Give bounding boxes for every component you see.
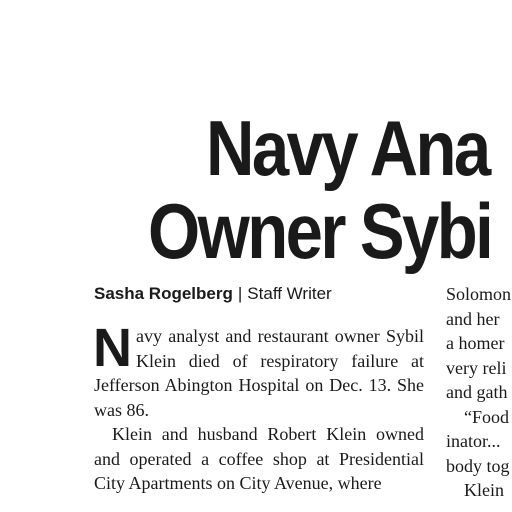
right-column-line: body tog — [446, 455, 510, 476]
drop-cap: N — [93, 318, 132, 378]
right-column-line: inator... — [446, 431, 501, 451]
article-paragraph-1 — [93, 318, 424, 422]
right-column-line: and gath — [446, 382, 508, 402]
byline-role: Staff Writer — [247, 284, 332, 303]
right-column-line: Klein — [464, 480, 504, 500]
article-paragraph-1-text: avy analyst and restaurant owner Sybil Klein died of respiratory failure at Jefferson Abington Hospital on Dec. 13. She was 86. — [94, 326, 424, 420]
headline-line-2: Owner Sybi — [148, 187, 492, 275]
article-column-left — [94, 282, 424, 496]
headline-line-1: Navy Ana — [206, 104, 489, 192]
right-column-line: and her — [446, 308, 500, 329]
right-column-line: “Food — [464, 406, 509, 427]
byline — [94, 282, 424, 306]
article-column-right — [446, 282, 512, 503]
byline-separator: | — [237, 284, 243, 303]
right-column-line: a homer — [446, 333, 505, 353]
article-paragraph-2: Klein and husband Robert Klein owned and operated a coffee shop at Presidential City Apartments on City Avenue, where — [94, 424, 424, 493]
right-column-line: very reli — [446, 357, 507, 378]
byline-author: Sasha Rogelberg — [94, 284, 233, 303]
right-column-line: Solomon — [446, 284, 512, 304]
